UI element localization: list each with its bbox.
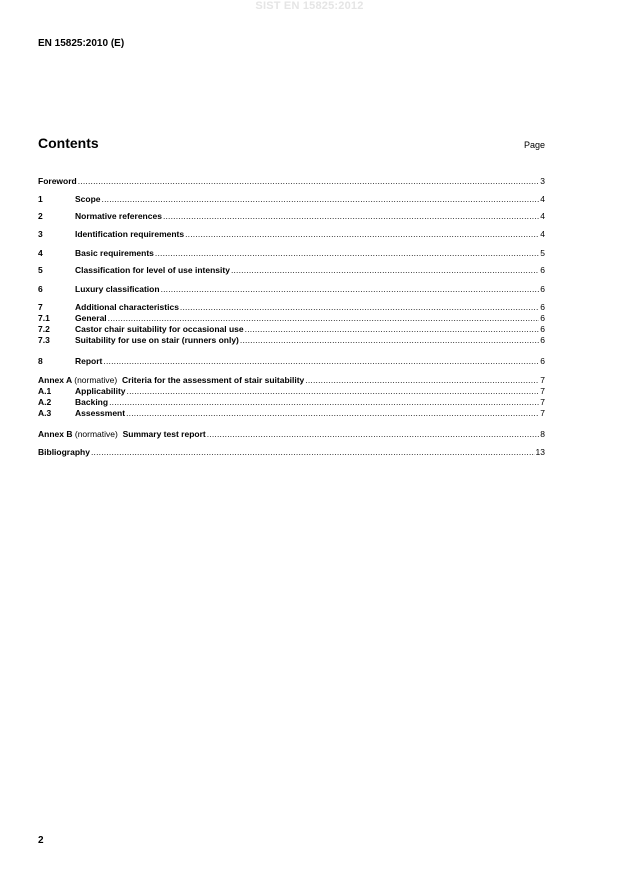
- toc-page: 6: [540, 356, 545, 366]
- toc-number: 3: [38, 229, 43, 239]
- toc-entry-annex-b[interactable]: [38, 429, 545, 440]
- toc-number: 7.2: [38, 324, 50, 334]
- toc-leader: [231, 265, 539, 276]
- toc-number: A.3: [38, 408, 52, 418]
- toc-leader: [245, 324, 540, 335]
- toc-page: 6: [540, 335, 545, 345]
- toc-leader: [102, 194, 540, 205]
- toc-leader: [103, 356, 539, 367]
- toc-entry-4[interactable]: [38, 248, 545, 259]
- toc-number: 5: [38, 265, 43, 275]
- toc-page: 7: [540, 397, 545, 407]
- toc-entry-annex-a[interactable]: [38, 375, 545, 386]
- toc-leader: [240, 335, 539, 346]
- toc-page: 6: [540, 302, 545, 312]
- toc-page: 7: [540, 408, 545, 418]
- toc-entry-2[interactable]: [38, 211, 545, 222]
- toc-page: 7: [540, 375, 545, 385]
- toc-entry-7[interactable]: [38, 302, 545, 313]
- annex-qualifier: (normative): [74, 375, 118, 385]
- toc-entry-6[interactable]: [38, 284, 545, 295]
- toc-number: 4: [38, 248, 43, 258]
- toc-title: Classification for level of use intensity: [75, 265, 230, 275]
- toc-leader: [108, 313, 540, 324]
- toc-title: Luxury classification: [75, 284, 160, 294]
- toc-leader: [91, 447, 535, 458]
- annex-qualifier: (normative): [74, 429, 118, 439]
- toc-entry-5[interactable]: [38, 265, 545, 276]
- toc-leader: [185, 229, 539, 240]
- toc-number: 6: [38, 284, 43, 294]
- toc-number: 7: [38, 302, 43, 312]
- toc-number: 7.1: [38, 313, 50, 323]
- toc-page: 4: [540, 194, 545, 204]
- toc-annex-label: [38, 429, 206, 440]
- toc-title: Normative references: [75, 211, 162, 221]
- toc-leader: [207, 429, 540, 440]
- toc-title: Basic requirements: [75, 248, 154, 258]
- toc-leader: [109, 397, 539, 408]
- toc-title: Applicability: [75, 386, 126, 396]
- toc-title: Suitability for use on stair (runners only): [75, 335, 239, 345]
- toc-title: Scope: [75, 194, 101, 204]
- toc-number: A.2: [38, 397, 52, 407]
- toc-number: 8: [38, 356, 43, 366]
- toc-entry-3[interactable]: [38, 229, 545, 240]
- toc-page: 13: [535, 447, 545, 457]
- toc-title: Criteria for the assessment of stair suitability: [121, 375, 305, 385]
- toc-leader: [161, 284, 540, 295]
- toc-number: 7.3: [38, 335, 50, 345]
- contents-heading: Contents: [38, 135, 99, 151]
- toc-leader: [78, 176, 540, 187]
- toc-title: Castor chair suitability for occasional use: [75, 324, 244, 334]
- annex-id: Annex B: [38, 429, 73, 439]
- toc-entry-7-3[interactable]: [38, 335, 545, 346]
- toc-page: 5: [540, 248, 545, 258]
- toc-title: Foreword: [38, 176, 77, 186]
- toc-title: General: [75, 313, 107, 323]
- toc-entry-bibliography[interactable]: [38, 447, 545, 458]
- toc-entry-foreword[interactable]: [38, 176, 545, 187]
- toc-page: 8: [540, 429, 545, 439]
- annex-id: Annex A: [38, 375, 72, 385]
- toc-title: Assessment: [75, 408, 126, 418]
- toc-title: Report: [75, 356, 103, 366]
- watermark: SIST EN 15825:2012: [255, 0, 364, 12]
- toc-entry-7-1[interactable]: [38, 313, 545, 324]
- toc-page: 6: [540, 313, 545, 323]
- toc-leader: [126, 408, 539, 419]
- toc-leader: [163, 211, 539, 222]
- toc-leader: [305, 375, 539, 386]
- toc-entry-a-1[interactable]: [38, 386, 545, 397]
- toc-page: 7: [540, 386, 545, 396]
- document-id: EN 15825:2010 (E): [38, 38, 125, 49]
- toc-leader: [180, 302, 539, 313]
- toc-page: 3: [540, 176, 545, 186]
- toc-number: 1: [38, 194, 43, 204]
- toc-entry-1[interactable]: [38, 194, 545, 205]
- toc-leader: [127, 386, 540, 397]
- toc-number: 2: [38, 211, 43, 221]
- toc-title: Additional characteristics: [75, 302, 179, 312]
- toc-title: Summary test report: [122, 429, 206, 439]
- toc-title: Backing: [75, 397, 109, 407]
- toc-page: 6: [540, 284, 545, 294]
- toc-leader: [155, 248, 539, 259]
- toc-entry-7-2[interactable]: [38, 324, 545, 335]
- toc-page: 6: [540, 265, 545, 275]
- toc-title: Bibliography: [38, 447, 90, 457]
- toc-title: Identification requirements: [75, 229, 185, 239]
- page-number: 2: [38, 835, 44, 846]
- page-column-label: Page: [523, 140, 545, 150]
- toc-page: 6: [540, 324, 545, 334]
- toc-number: A.1: [38, 386, 52, 396]
- toc-page: 4: [540, 211, 545, 221]
- toc-page: 4: [540, 229, 545, 239]
- toc-entry-a-3[interactable]: [38, 408, 545, 419]
- toc-entry-8[interactable]: [38, 356, 545, 367]
- toc-annex-label: [38, 375, 304, 386]
- toc-entry-a-2[interactable]: [38, 397, 545, 408]
